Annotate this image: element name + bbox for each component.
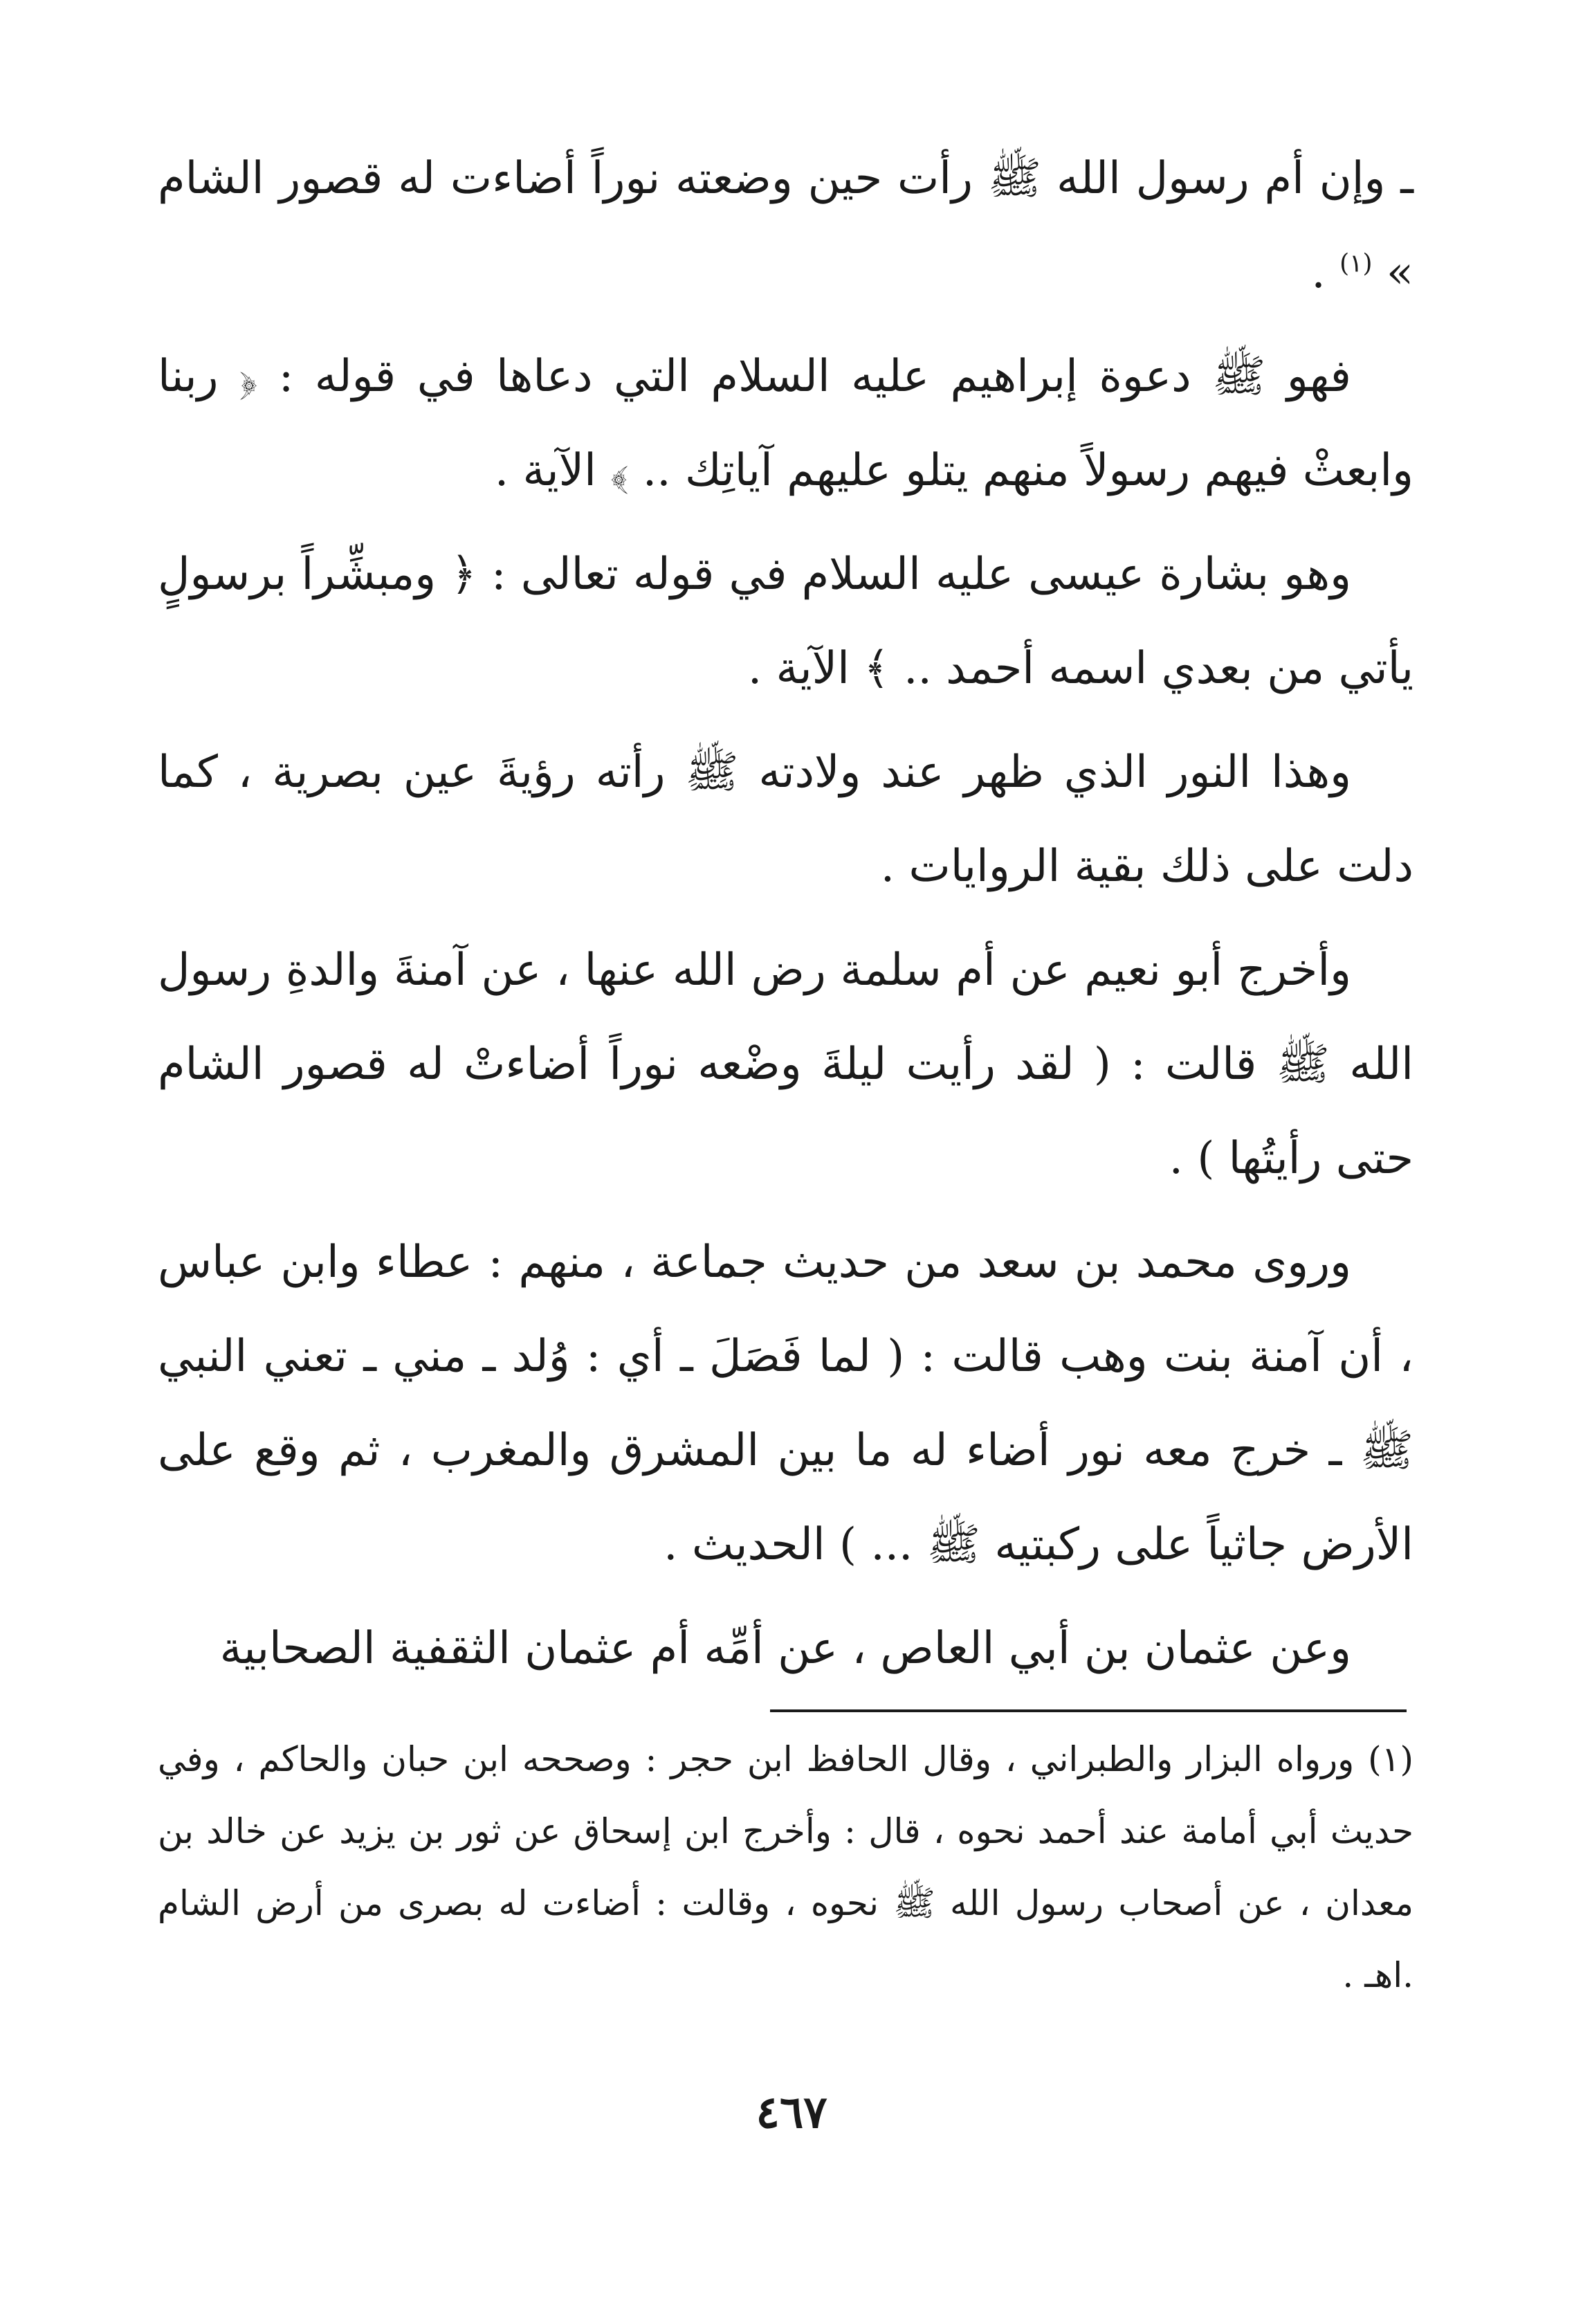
main-text — [158, 131, 1413, 1705]
paragraph-1-text: ـ وإن أم رسول الله ﷺ رأت حين وضعته نوراً أضاءت له قصور الشام » — [158, 153, 1414, 298]
footnote-ref: (١) — [1339, 249, 1373, 278]
paragraph-1-end: . — [1311, 247, 1340, 298]
footnote-1: (١) ورواه البزار والطبراني ، وقال الحافظ ابن حجر : وصححه ابن حبان والحاكم ، وفي حديث أبي أمامة عند أحمد نحوه ، قال : وأخرج ابن إسحاق عن ثور بن يزيد عن خالد بن معدان ، عن أصحاب رسول الله ﷺ نحوه ، وقالت : أضاءت له بصرى من أرض الشام .اهـ . — [158, 1739, 1413, 1995]
paragraph-2: فهو ﷺ دعوة إبراهيم عليه السلام التي دعاها في قوله : ﴿ ربنا وابعثْ فيهم رسولاً منهم يتلو عليهم آياتِك .. ﴾ الآية . — [158, 351, 1413, 496]
paragraph-1 — [158, 131, 1413, 320]
paragraph-5: وأخرج أبو نعيم عن أم سلمة رض الله عنها ، عن آمنةَ والدةِ رسول الله ﷺ قالت : ( لقد رأيت ليلةَ وضْعه نوراً أضاءتْ له قصور الشام حتى رأيتُها ) . — [158, 945, 1414, 1184]
paragraph-6: وروى محمد بن سعد من حديث جماعة ، منهم : عطاء وابن عباس ، أن آمنة بنت وهب قالت : ( لما فَصَلَ ـ أي : وُلد ـ مني ـ تعني النبي ﷺ ـ خرج معه نور أضاء له ما بين المشرق والمغرب ، ثم وقع على الأرض جاثياً على ركبتيه ﷺ ... ) الحديث . — [158, 1237, 1413, 1570]
paragraph-7: وعن عثمان بن أبي العاص ، عن أمِّه أم عثمان الثقفية الصحابية — [219, 1623, 1351, 1674]
paragraph-3: وهو بشارة عيسى عليه السلام في قوله تعالى : ﴿ ومبشِّراً برسولٍ يأتي من بعدي اسمه أحمد .. ﴾ الآية . — [158, 549, 1413, 694]
paragraph-4: وهذا النور الذي ظهر عند ولادته ﷺ رأته رؤيةَ عين بصرية ، كما دلت على ذلك بقية الروايات . — [158, 747, 1413, 892]
page-number: ٤٦٧ — [756, 2087, 827, 2139]
footnote-divider — [770, 1709, 1407, 1712]
footnotes — [158, 1723, 1413, 2011]
